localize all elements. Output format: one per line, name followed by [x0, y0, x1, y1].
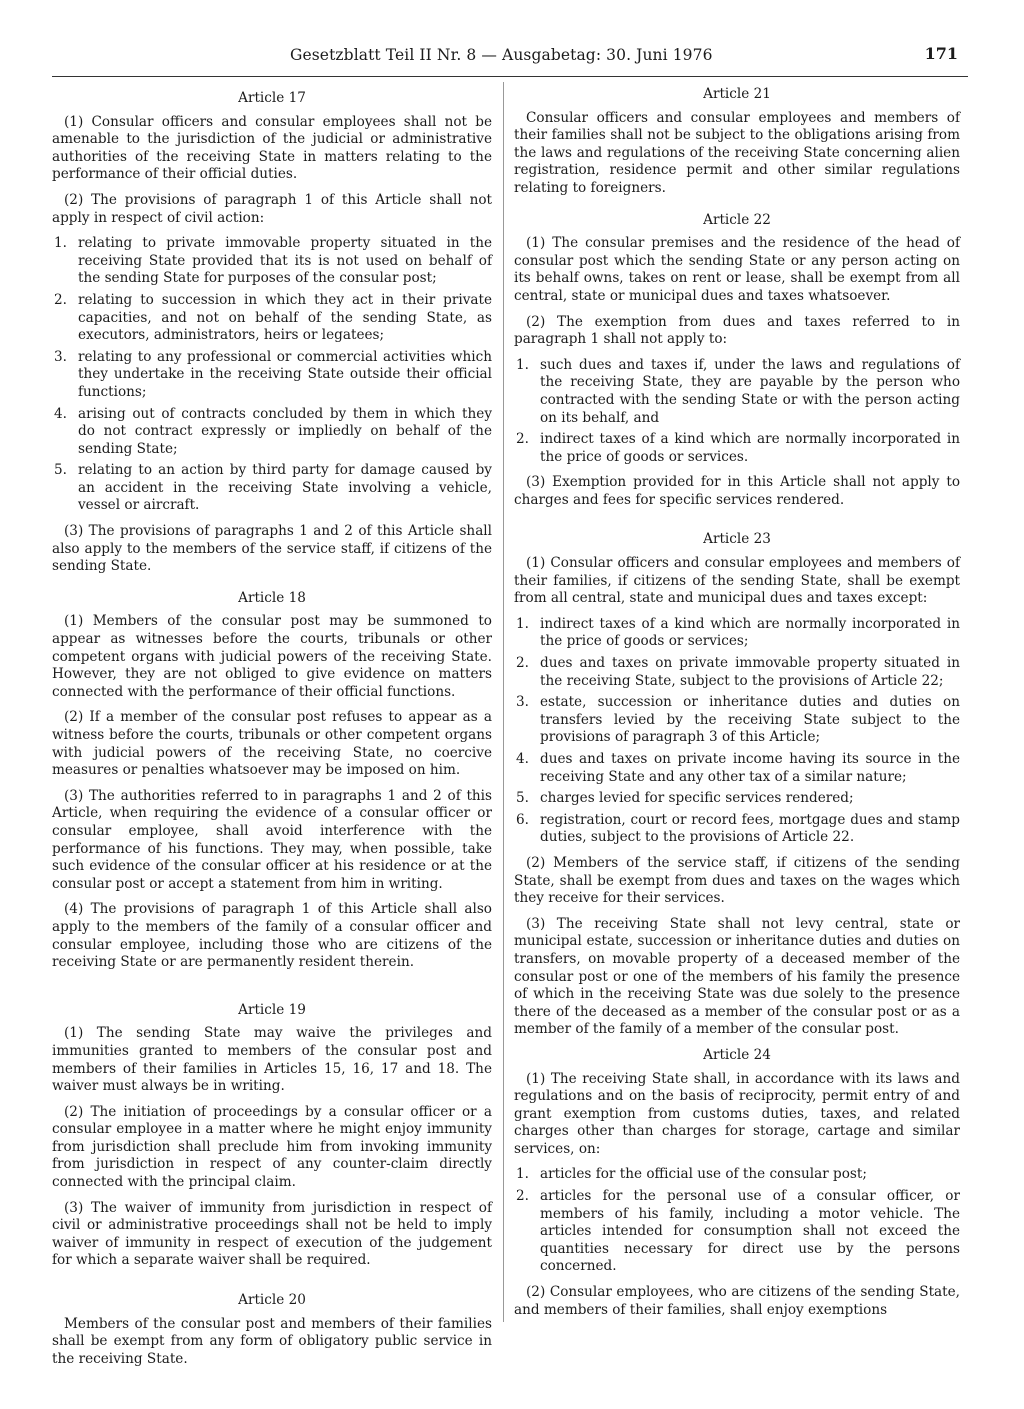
paragraph: (2) If a member of the consular post refuses to appear as a witness before the courts, tribunals or other competent organs with judicial powers of the receiving State, no coercive measures or penalties whatsoever may be imposed on him.: [52, 709, 492, 779]
article-title: Article 23: [703, 531, 771, 548]
article-title: Article 22: [703, 211, 771, 228]
article-title: Article 17: [238, 90, 306, 106]
article-19: [52, 1002, 492, 1270]
right-column: [514, 86, 960, 1327]
list-text: articles for the official use of the consular post;: [540, 1166, 867, 1183]
list-item: [52, 292, 492, 345]
gazette-title: Gesetzblatt Teil II Nr. 8 — Ausgabetag: 30. Juni 1976: [290, 46, 713, 64]
header-rule: [52, 76, 968, 77]
article-24: [514, 1047, 960, 1319]
list-number: 1.: [516, 356, 529, 373]
list-text: indirect taxes of a kind which are normally incorporated in the price of goods or services;: [540, 615, 960, 650]
left-column: [52, 90, 492, 1376]
list-item: [514, 431, 960, 466]
list-item: [514, 616, 960, 651]
paragraph: (1) Consular officers and consular employees shall not be amenable to the jurisdiction of the judicial or administrative authorities of the receiving State in matters relating to the performance of their official duties.: [52, 113, 492, 183]
list-item: [514, 1188, 960, 1276]
article-title: Article 19: [238, 1001, 306, 1018]
list-item: [52, 406, 492, 459]
list-item: [514, 357, 960, 427]
list-text: estate, succession or inheritance duties and duties on transfers levied by the receiving State subject to the provisions of paragraph 3 of this Article;: [540, 694, 960, 746]
column-divider: [503, 82, 504, 1322]
list-item: [514, 655, 960, 690]
list-text: indirect taxes of a kind which are normally incorporated in the price of goods or services.: [540, 431, 960, 465]
paragraph: (1) The receiving State shall, in accordance with its laws and regulations and on the basis of reciprocity, permit entry of and grant exemption from customs duties, taxes, and related charges other than charges for storage, cartage and similar services, on:: [514, 1070, 960, 1157]
article-22: [514, 212, 960, 510]
article-18: [52, 590, 492, 972]
article-20: [52, 1292, 492, 1368]
paragraph: (3) Exemption provided for in this Article shall not apply to charges and fees for specific services rendered.: [514, 474, 960, 508]
list-number: 4.: [516, 751, 529, 767]
page-number: 171: [924, 44, 958, 63]
paragraph: (2) Consular employees, who are citizens of the sending State, and members of their families, shall enjoy exemptions: [514, 1284, 960, 1318]
list-number: 2.: [516, 655, 529, 672]
list-number: 3.: [516, 694, 529, 711]
numbered-list: [514, 1166, 960, 1276]
paragraph: (2) The exemption from dues and taxes referred to in paragraph 1 shall not apply to:: [514, 313, 960, 348]
list-text: relating to private immovable property situated in the receiving State provided that its is not used on behalf of the sending State for purposes of the consular post;: [78, 235, 492, 287]
article-title: Article 24: [703, 1046, 771, 1063]
paragraph: (3) The waiver of immunity from jurisdiction in respect of civil or administrative proceedings shall not be held to imply waiver of immunity in respect of execution of the judgement for which a separate waiver shall be required.: [52, 1199, 492, 1269]
numbered-list: [514, 357, 960, 467]
list-item: [52, 235, 492, 288]
article-21: [514, 86, 960, 198]
paragraph: Members of the consular post and members of their families shall be exempt from any form of obligatory public service in the receiving State.: [52, 1315, 492, 1367]
page-header: [290, 44, 958, 74]
list-number: 5.: [54, 462, 67, 479]
list-number: 2.: [516, 1188, 529, 1205]
paragraph: (3) The receiving State shall not levy central, state or municipal estate, succession or inheritance duties and duties on transfers, on movable property of a deceased member of the consular post or one of the members of his family the presence of which in the receiving State was due solely to the presence there of the deceased as a member of the consular post or as a member of the family of a member of the consular post.: [514, 915, 960, 1038]
list-text: relating to any professional or commercial activities which they undertake in the receiving State outside their official functions;: [78, 348, 492, 400]
article-17: [52, 90, 492, 576]
list-item: [514, 1166, 960, 1184]
list-number: 4.: [54, 405, 67, 422]
list-number: 1.: [516, 615, 529, 632]
paragraph: (1) The sending State may waive the privileges and immunities granted to members of the consular post and members of their families in Articles 15, 16, 17 and 18. The waiver must always be in writing.: [52, 1025, 492, 1095]
article-title: Article 18: [238, 589, 306, 606]
list-item: [514, 812, 960, 847]
article-title: Article 20: [238, 1292, 306, 1309]
list-text: relating to succession in which they act in their private capacities, and not on behalf of the sending State, as executors, administrators, heirs or legatees;: [78, 291, 492, 344]
paragraph: (3) The provisions of paragraphs 1 and 2 of this Article shall also apply to the members of the service staff, if citizens of the sending State.: [52, 523, 492, 575]
list-number: 6.: [516, 811, 529, 828]
list-item: [514, 694, 960, 747]
list-text: arising out of contracts concluded by them in which they do not contract expressly or impliedly on behalf of the sending State;: [78, 405, 492, 457]
list-number: 3.: [54, 348, 67, 365]
numbered-list: [52, 235, 492, 515]
list-number: 2.: [516, 431, 529, 448]
list-text: registration, court or record fees, mortgage dues and stamp duties, subject to the provisions of Article 22.: [540, 811, 960, 846]
list-item: [514, 751, 960, 786]
list-text: articles for the personal use of a consular officer, or members of his family, including a motor vehicle. The articles intended for consumption shall not exceed the quantities necessary for direct use by the persons concerned.: [540, 1188, 960, 1275]
list-text: dues and taxes on private income having its source in the receiving State and any other tax of a similar nature;: [540, 751, 960, 785]
list-item: [52, 349, 492, 402]
list-text: relating to an action by third party for damage caused by an accident in the receiving State involving a vehicle, vessel or aircraft.: [78, 462, 492, 514]
list-item: [52, 462, 492, 515]
paragraph: (3) The authorities referred to in paragraphs 1 and 2 of this Article, when requiring the evidence of a consular officer or consular employee, shall avoid interference with the performance of his functions. They may, when possible, take such evidence of the consular officer at his residence or at the consular post or accept a statement from him in writing.: [52, 787, 492, 892]
paragraph: (4) The provisions of paragraph 1 of this Article shall also apply to the members of the family of a consular officer and consular employee, including those who are citizens of the receiving State or are permanently resident therein.: [52, 901, 492, 971]
list-item: [514, 790, 960, 808]
article-title: Article 21: [703, 86, 771, 102]
paragraph: (1) Consular officers and consular employees and members of their families, if citizens of the sending State, shall be exempt from all central, state and municipal dues and taxes except:: [514, 555, 960, 607]
paragraph: (1) Members of the consular post may be summoned to appear as witnesses before the courts, tribunals or other competent organs with judicial powers of the receiving State. However, they are not obliged to give evidence on matters connected with the performance of their official functions.: [52, 613, 492, 700]
list-number: 2.: [54, 291, 67, 308]
paragraph: Consular officers and consular employees and members of their families shall not be subject to the obligations arising from the laws and regulations of the receiving State concerning alien registration, residence permit and other similar regulations relating to foreigners.: [514, 109, 960, 196]
paragraph: (2) The provisions of paragraph 1 of this Article shall not apply in respect of civil action:: [52, 191, 492, 226]
list-text: dues and taxes on private immovable property situated in the receiving State, subject to the provisions of Article 22;: [540, 655, 960, 689]
list-text: such dues and taxes if, under the laws and regulations of the receiving State, they are payable by the person who contracted with the sending State or with the person acting on its behalf, and: [540, 356, 960, 426]
list-number: 1.: [54, 235, 67, 252]
numbered-list: [514, 616, 960, 847]
paragraph: (2) The initiation of proceedings by a consular officer or a consular employee in a matter where he might enjoy immunity from jurisdiction shall preclude him from invoking immunity from jurisdiction in respect of any counter-claim directly connected with the principal claim.: [52, 1103, 492, 1191]
paragraph: (1) The consular premises and the residence of the head of consular post which the sending State or any person acting on its behalf owns, takes on rent or lease, shall be exempt from all central, state or municipal dues and taxes whatsoever.: [514, 235, 960, 304]
list-number: 1.: [516, 1166, 529, 1183]
paragraph: (2) Members of the service staff, if citizens of the sending State, shall be exempt from dues and taxes on the wages which they receive for their services.: [514, 854, 960, 907]
list-number: 5.: [516, 790, 529, 807]
article-23: [514, 531, 960, 1038]
list-text: charges levied for specific services rendered;: [540, 790, 854, 807]
